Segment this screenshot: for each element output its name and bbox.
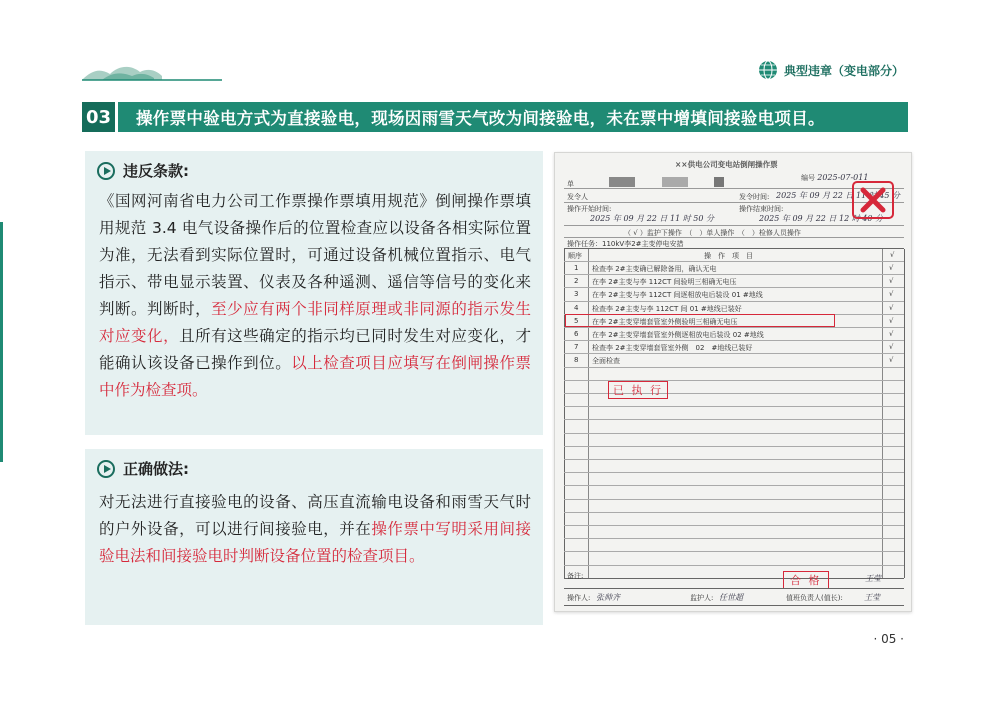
leader-signature-top: 王莹: [865, 574, 881, 583]
ticket-start-value: 2025 年 09 月 22 日 11 时 50 分: [590, 214, 714, 223]
violation-section: [85, 151, 543, 435]
ticket-title: ××供电公司变电站倒闸操作票: [675, 160, 778, 169]
ticket-item-seq: 7: [574, 343, 579, 352]
ticket-item-text: 全面检查: [592, 357, 620, 366]
play-icon: [97, 460, 115, 478]
redacted-block: [714, 177, 724, 187]
ticket-item-seq: 6: [574, 330, 579, 338]
qualified-stamp: 合 格: [783, 571, 829, 589]
ticket-item-text: 检查李 2#主变确已解除备用，确认无电: [592, 265, 717, 273]
ticket-item-check: √: [889, 277, 894, 286]
section-number: 03: [82, 102, 118, 132]
ticket-start-label: 操作开始时间:: [567, 205, 612, 213]
ticket-item-check: √: [889, 356, 894, 365]
item-highlight-box: [565, 314, 835, 327]
ticket-item-check: √: [889, 290, 894, 299]
ticket-number: 编号 2025-07-011: [801, 173, 869, 182]
ticket-item-text: 在李 2#主变穿墙套管室外侧验明三相确无电压: [592, 317, 738, 326]
leader-label: 值班负责人(值长):: [786, 594, 843, 602]
ticket-mode: （ √ ）监护下操作 （ ）单人操作 （ ）检修人员操作: [624, 229, 801, 237]
executed-stamp: 已 执 行: [608, 381, 668, 399]
ticket-item-seq: 1: [574, 264, 579, 272]
operator-label: 操作人:: [567, 594, 591, 602]
ticket-item-text: 检查李 2#主变穿墙套管室外侧 02 #地线已装好: [592, 344, 753, 353]
ticket-item-text: 检查李 2#主变与李 112CT 间 01 #地线已装好: [592, 304, 742, 313]
ticket-item-seq: 2: [574, 277, 579, 286]
ticket-issuer-label: 发令人: [567, 193, 588, 201]
correct-header: [97, 458, 189, 479]
correct-text: [99, 489, 531, 570]
ticket-item-check: √: [889, 330, 894, 338]
violation-header: [97, 160, 189, 181]
operator-signature: 张帅齐: [596, 593, 620, 602]
page-title: 操作票中验电方式为直接验电，现场因雨雪天气改为间接验电，未在票中增填间接验电项目。: [136, 109, 825, 128]
redacted-block: [662, 177, 688, 187]
wrong-mark-icon: [852, 181, 894, 219]
ticket-unit-label: 单: [567, 180, 574, 188]
ticket-item-check: √: [889, 343, 894, 352]
leader-signature: 王莹: [864, 593, 880, 602]
hills-decoration: [82, 58, 222, 82]
violation-text-highlight1: 至少应有两个非同样原理或非同源的指示发生对应变化，: [99, 300, 531, 345]
guardian-signature: 任世超: [719, 593, 743, 602]
correct-text-highlight1: 操作票中写明采用间接验电法和间接验电时判断设备位置的检查项目。: [99, 520, 531, 565]
ticket-item-text: 在李 2#主变穿墙套管室外侧逐相放电后装设 02 #地线: [592, 331, 764, 339]
globe-logo-icon: [758, 60, 778, 80]
col-check-header: √: [890, 251, 895, 259]
ticket-end-value: 2025 年 09 月 22 日 12 时 40 分: [759, 214, 883, 223]
ticket-item-text: 在李 2#主变与李 112CT 间验明三相确无电压: [592, 278, 737, 287]
ticket-item-seq: 8: [574, 356, 579, 365]
col-seq-header: 顺序: [568, 252, 582, 260]
operation-ticket-image: [554, 152, 912, 612]
violation-text-highlight2: 以上检查项目应填写在倒闸操作票中作为检查项。: [99, 354, 531, 399]
ticket-item-text: 在李 2#主变与李 112CT 间逐相放电后装设 01 #地线: [592, 291, 763, 300]
left-edge-mark: [0, 222, 3, 462]
violation-text-part1: 《国网河南省电力公司工作票操作票填用规范》倒闸操作票填用规范 3.4 电气设备操作后的位置检查应以设备各相实际位置为准，无法看到实际位置时，可通过设备机械位置指示、电气指示、带电显示装置、仪表及各种遥测、遥信等信号的变化来判断。判断时，: [99, 192, 531, 318]
ticket-item-check: √: [889, 264, 894, 272]
col-item-header: 操 作 项 目: [704, 252, 753, 260]
correct-heading: 正确做法:: [123, 460, 189, 478]
violation-text: [99, 188, 531, 404]
ticket-item-check: √: [889, 316, 894, 325]
ticket-issue-time-value: 2025 年 09 月 22 日 11 时 45 分: [776, 191, 900, 200]
page-number: · 05 ·: [873, 632, 904, 646]
ticket-remark-label: 备注:: [567, 572, 584, 580]
ticket-items-table: [564, 248, 904, 578]
play-icon: [97, 162, 115, 180]
ticket-item-seq: 5: [574, 316, 579, 325]
brand: [758, 60, 904, 80]
ticket-end-label: 操作结束时间:: [739, 205, 784, 213]
guardian-label: 监护人:: [690, 594, 714, 602]
violation-heading: 违反条款:: [123, 162, 189, 180]
correct-text-part1: 对无法进行直接验电的设备、高压直流输电设备和雨雪天气时的户外设备，可以进行间接验电，并在: [99, 493, 531, 538]
brand-title: 典型违章（变电部分）: [783, 63, 904, 78]
redacted-block: [609, 177, 635, 187]
ticket-task: 操作任务：110kV李2#主变停电安措: [567, 240, 684, 248]
ticket-item-seq: 3: [574, 290, 579, 299]
title-bar: [82, 102, 908, 132]
ticket-item-check: √: [889, 303, 894, 312]
ticket-issue-time-label: 发令时间:: [739, 193, 770, 201]
ticket-item-seq: 4: [574, 303, 579, 312]
correct-section: [85, 449, 543, 625]
violation-text-part2: 且所有这些确定的指示均已同时发生对应变化，才能确认该设备已操作到位。: [99, 327, 531, 372]
